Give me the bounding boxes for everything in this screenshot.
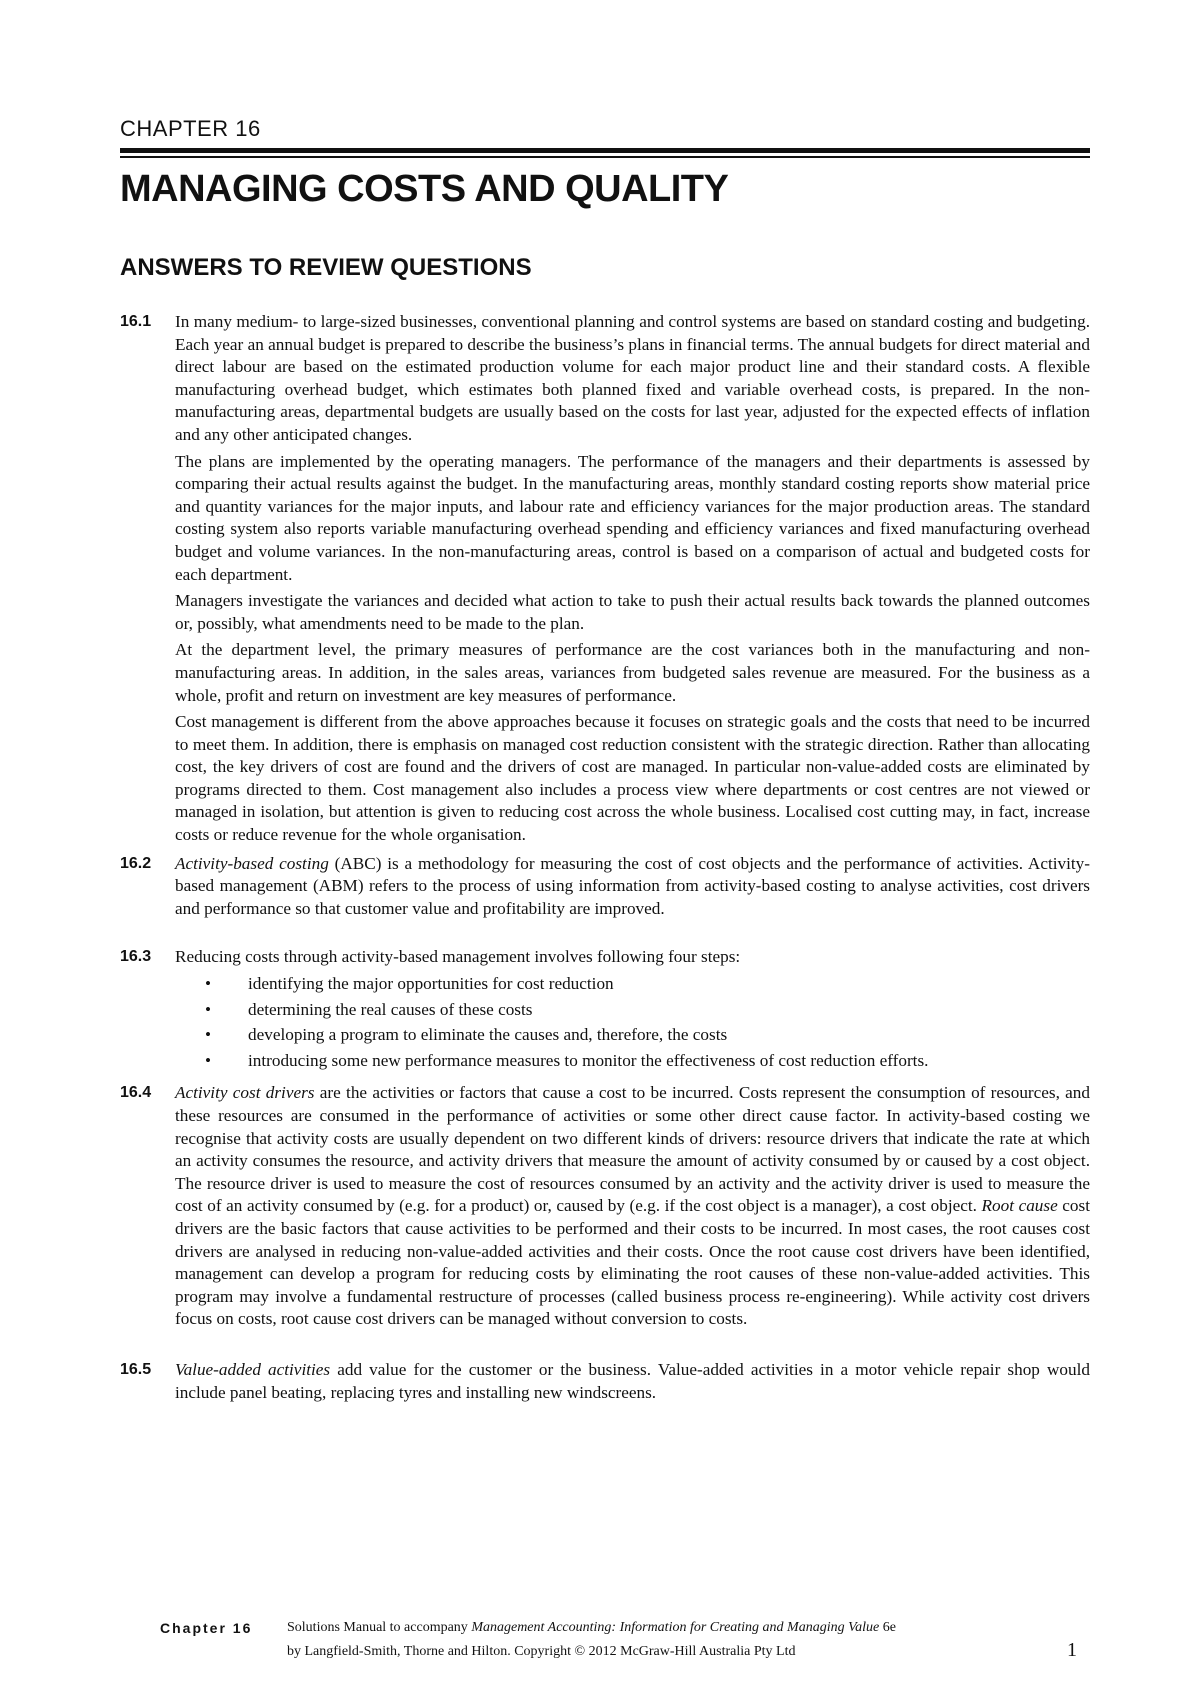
list-item (175, 999, 1090, 1022)
list-item-text: identifying the major opportunities for cost reduction (248, 974, 614, 994)
answer-16-1 (120, 311, 1090, 847)
paragraph: The plans are implemented by the operating managers. The performance of the managers and their departments is assessed by comparing their actual results against the budget. In the manufacturing areas, monthly standard costing reports show material price and quantity variances for the major inputs, and labour rate and efficiency variances for the major production areas. The standard costing system also reports variable manufacturing overhead spending and efficiency variances and fixed manufacturing overhead budget and volume variances. In the non-manufacturing areas, control is based on a comparison of actual and budgeted costs for each department. (175, 451, 1090, 584)
paragraph: Reducing costs through activity-based management involves following four steps: (175, 947, 741, 967)
page-title: MANAGING COSTS AND QUALITY (120, 168, 729, 210)
question-number: 16.2 (120, 854, 152, 872)
header-rule-thin (120, 156, 1090, 158)
paragraph: In many medium- to large-sized businesses, conventional planning and control systems are based on standard costing and budgeting. Each year an annual budget is prepared to describe the business’s plans in financial terms. The annual budgets for direct material and direct labour are based on the estimated production volume for each major product line and their standard costs. A flexible manufacturing overhead budget, which estimates both planned fixed and variable overhead costs, is prepared. In the non-manufacturing areas, departmental budgets are usually based on the costs for last year, adjusted for the expected effects of inflation and any other anticipated changes. (175, 312, 1090, 444)
list-item (175, 973, 1090, 996)
list-item-text: developing a program to eliminate the causes and, therefore, the costs (248, 1025, 728, 1045)
answers-body (120, 311, 1090, 1408)
answer-16-3 (120, 946, 1090, 1072)
footer-edition: 6e (879, 1620, 896, 1635)
question-number: 16.4 (120, 1084, 152, 1102)
paragraph-text: add value for the customer or the business. Value-added activities in a motor vehicle repair shop would include panel beating, replacing tyres and installing new windscreens. (175, 1359, 1090, 1402)
footer-book-title: Management Accounting: Information for Creating and Managing Value (471, 1620, 880, 1635)
footer-citation (287, 1617, 896, 1639)
paragraph (175, 853, 1090, 921)
list-item-text: determining the real causes of these costs (248, 999, 533, 1019)
answer-16-5 (120, 1359, 1090, 1404)
list-item (175, 1024, 1090, 1047)
defined-term: Activity cost drivers (175, 1083, 315, 1103)
paragraph-text: are the activities or factors that cause a cost to be incurred. Costs represent the consumption of resources, and these resources are consumed in the performance of activities or some other direct cause factor. In activity-based costing we recognise that activity costs are usually dependent on two different kinds of drivers: resource drivers that indicate the rate at which an activity consumes the resource, and activity drivers that measure the amount of activity consumed by or caused by a cost object. The resource driver is used to measure the cost of resources consumed by an activity and the activity driver is used to measure the cost of an activity consumed by (e.g. for a product) or, caused by (e.g. if the cost object is a manager), a cost object. (175, 1083, 1090, 1216)
paragraph: Cost management is different from the above approaches because it focuses on strategic goals and the costs that need to be incurred to meet them. In addition, there is emphasis on managed cost reduction consistent with the strategic direction. Rather than allocating cost, the key drivers of cost are found and the drivers of cost are managed. In particular non-value-added costs are eliminated by programs directed to them. Cost management also includes a process view where departments or cost centres are not viewed or managed in isolation, but attention is given to reducing cost across the whole business. Localised cost cutting may, in fact, increase costs or reduce revenue for the whole organisation. (175, 712, 1090, 845)
answer-16-4 (120, 1082, 1090, 1331)
chapter-label: CHAPTER 16 (120, 116, 261, 141)
paragraph (175, 1359, 1090, 1404)
bullet-icon: • (205, 974, 212, 994)
defined-term: Value-added activities (175, 1359, 331, 1379)
answer-16-2 (120, 853, 1090, 921)
footer-chapter-label: Chapter 16 (160, 1620, 253, 1636)
paragraph-text: (ABC) is a methodology for measuring the cost of cost objects and the performance of activities. Activity-based management (ABM) refers to the process of using information from activity-based costing to analyse activities, cost drivers and performance so that customer value and profitability are improved. (175, 853, 1090, 918)
bullet-icon: • (205, 999, 212, 1019)
header-rule-thick (120, 148, 1090, 153)
paragraph-text: cost drivers are the basic factors that cause activities to be performed and their costs to be incurred. In most cases, the root causes cost drivers are analysed in reducing non-value-added activities and their costs. Once the root cause cost drivers have been identified, management can develop a program for reducing costs by eliminating the root causes of these non-value-added activities. This program may involve a fundamental restructure of processes (called business process re-engineering). While activity cost drivers focus on costs, root cause cost drivers can be managed without conversion to costs. (175, 1196, 1090, 1329)
bullet-icon: • (205, 1025, 212, 1045)
paragraph: At the department level, the primary measures of performance are the cost variances both in the manufacturing and non-manufacturing areas. In addition, in the sales areas, variances from budgeted sales revenue are measured. For the business as a whole, profit and return on investment are key measures of performance. (175, 640, 1090, 705)
bullet-icon: • (205, 1050, 212, 1070)
defined-term: Root cause (981, 1196, 1058, 1216)
question-number: 16.5 (120, 1360, 152, 1378)
bullet-list (175, 973, 1090, 1072)
defined-term: Activity-based costing (175, 853, 329, 873)
paragraph (175, 1082, 1090, 1331)
page-number: 1 (1067, 1639, 1077, 1661)
list-item (175, 1050, 1090, 1073)
footer-prefix: Solutions Manual to accompany (287, 1620, 472, 1635)
question-number: 16.1 (120, 313, 152, 330)
section-title: ANSWERS TO REVIEW QUESTIONS (120, 254, 532, 281)
paragraph: Managers investigate the variances and decided what action to take to push their actual results back towards the planned outcomes or, possibly, what amendments need to be made to the plan. (175, 591, 1090, 633)
footer-copyright: by Langfield-Smith, Thorne and Hilton. Copyright © 2012 McGraw-Hill Australia Pty Ltd (287, 1644, 796, 1659)
list-item-text: introducing some new performance measures to monitor the effectiveness of cost reduction efforts. (248, 1050, 929, 1070)
question-number: 16.3 (120, 948, 152, 966)
